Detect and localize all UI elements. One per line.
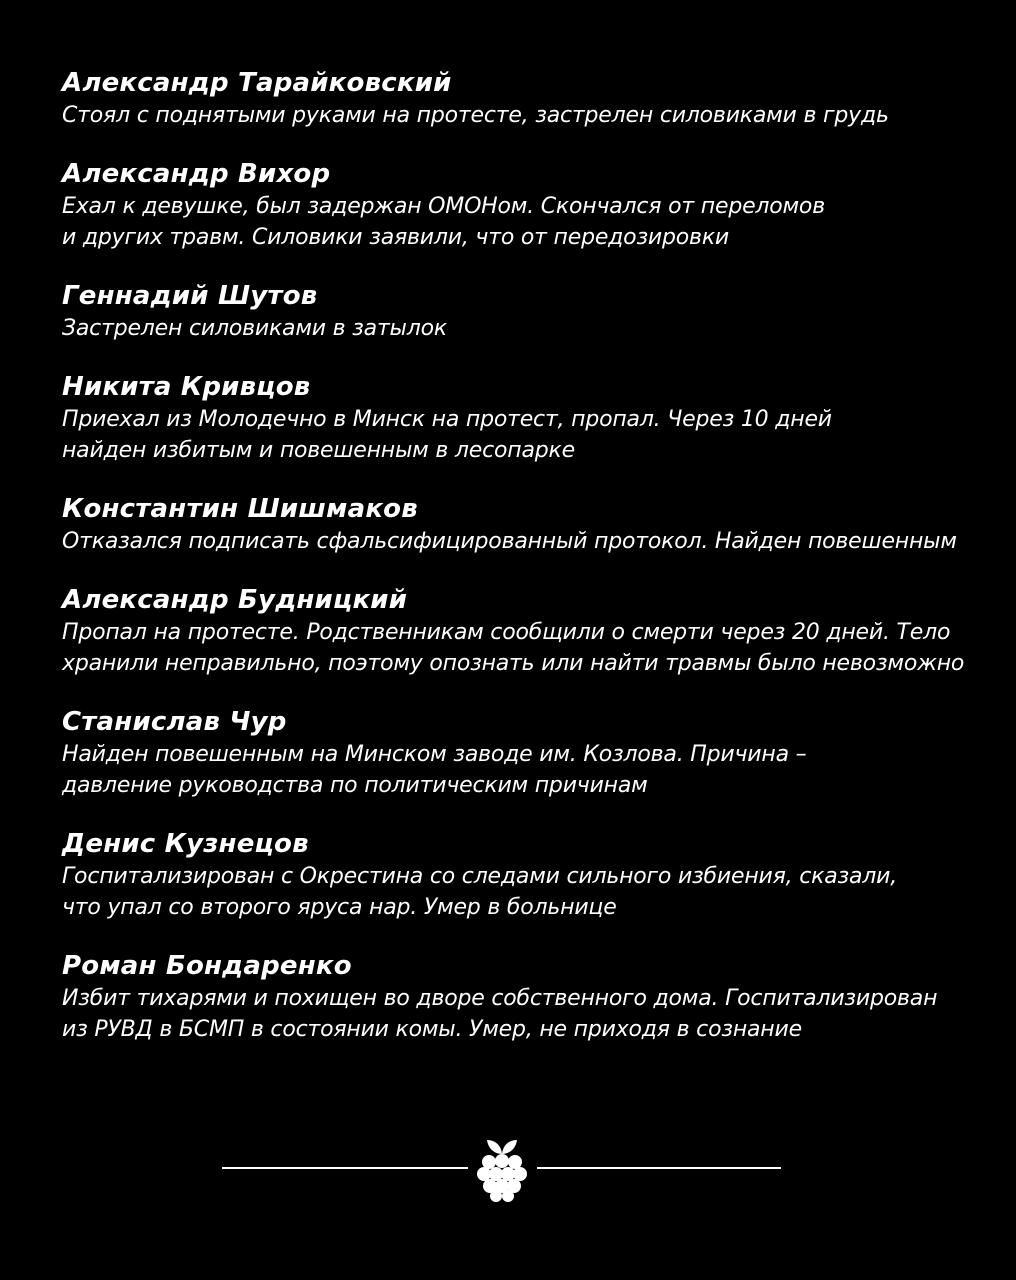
person-description: что упал со второго яруса нар. Умер в больнице — [62, 895, 617, 920]
person-description: Избит тихарями и похищен во дворе собственного дома. Госпитализирован — [62, 986, 938, 1011]
person-description: Госпитализирован с Окрестина со следами сильного избиения, сказали, — [62, 864, 898, 889]
divider-line-right — [537, 1167, 781, 1169]
raspberry-icon — [474, 1134, 530, 1204]
person-description: Пропал на протесте. Родственникам сообщили о смерти через 20 дней. Тело — [62, 620, 951, 645]
list-item — [62, 370, 982, 466]
person-name: Александр Вихор — [62, 159, 331, 189]
person-name: Александр Будницкий — [62, 585, 408, 615]
list-item — [62, 492, 982, 557]
person-description: хранили неправильно, поэтому опознать или найти травмы было невозможно — [62, 651, 965, 676]
person-name: Станислав Чур — [62, 707, 287, 737]
footer-divider — [0, 1134, 1016, 1204]
person-description: Приехал из Молодечно в Минск на протест, пропал. Через 10 дней — [62, 407, 832, 432]
person-name: Роман Бондаренко — [62, 951, 352, 981]
divider-line-left — [222, 1167, 468, 1169]
person-name: Никита Кривцов — [62, 372, 311, 402]
list-item — [62, 583, 982, 679]
person-description: найден избитым и повешенным в лесопарке — [62, 438, 575, 463]
person-description: из РУВД в БСМП в состоянии комы. Умер, не приходя в сознание — [62, 1017, 802, 1042]
person-name: Денис Кузнецов — [62, 829, 309, 859]
person-description: давление руководства по политическим причинам — [62, 773, 648, 798]
victims-list — [62, 66, 982, 1071]
person-description: и других травм. Силовики заявили, что от передозировки — [62, 225, 730, 250]
person-description: Застрелен силовиками в затылок — [62, 316, 447, 341]
list-item — [62, 705, 982, 801]
person-name: Александр Тарайковский — [62, 68, 452, 98]
person-description: Отказался подписать сфальсифицированный протокол. Найден повешенным — [62, 529, 957, 554]
person-description: Найден повешенным на Минском заводе им. Козлова. Причина – — [62, 742, 807, 767]
list-item — [62, 279, 982, 344]
person-description: Стоял с поднятыми руками на протесте, застрелен силовиками в грудь — [62, 103, 889, 128]
list-item — [62, 157, 982, 253]
list-item — [62, 949, 982, 1045]
person-description: Ехал к девушке, был задержан ОМОНом. Скончался от переломов — [62, 194, 825, 219]
list-item — [62, 66, 982, 131]
list-item — [62, 827, 982, 923]
person-name: Геннадий Шутов — [62, 281, 318, 311]
person-name: Константин Шишмаков — [62, 494, 418, 524]
